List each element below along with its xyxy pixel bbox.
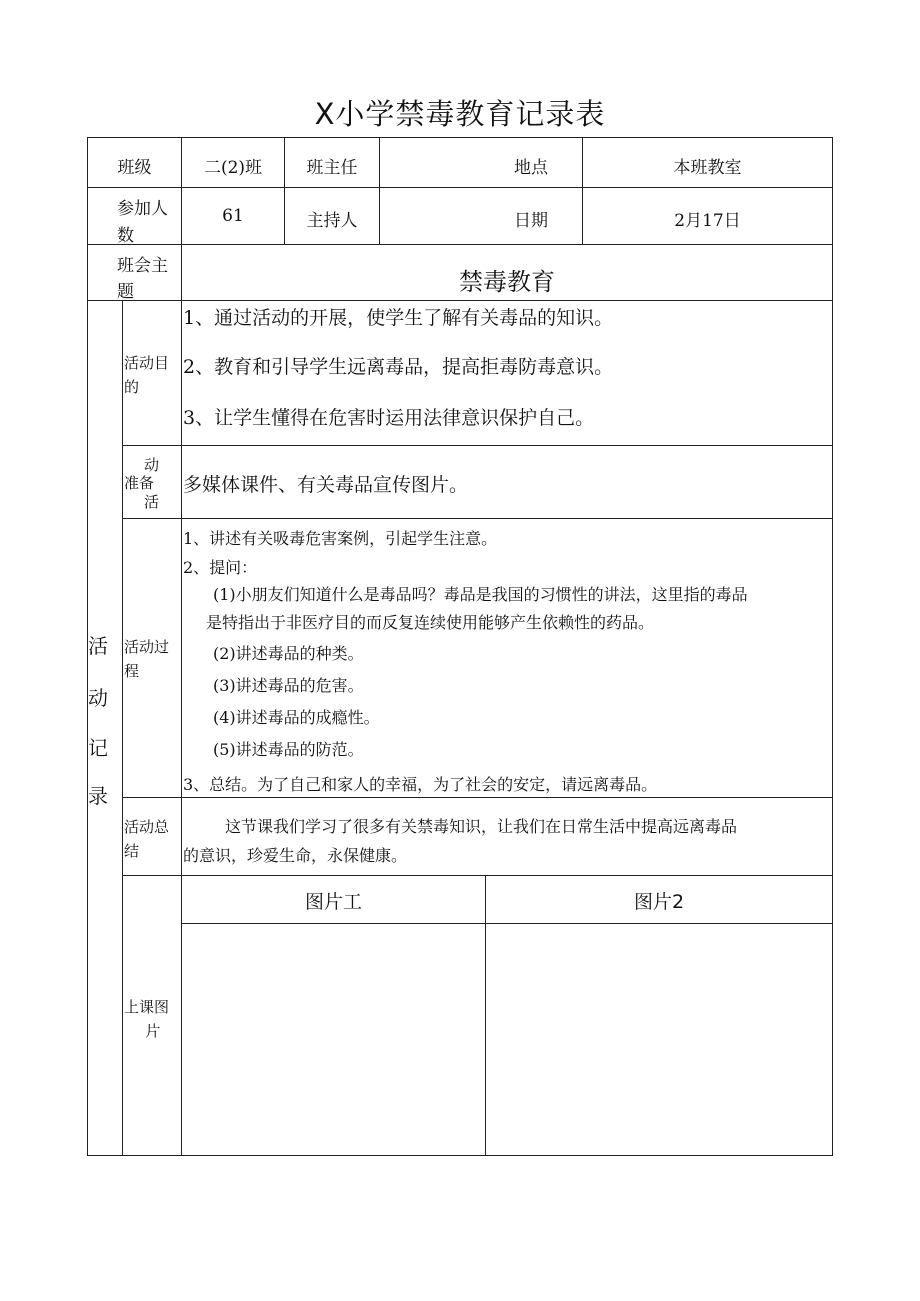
summary-line: 这节课我们学习了很多有关禁毒知识，让我们在日常生活中提高远离毒品: [225, 817, 738, 836]
theme-label-line1: 班会主: [117, 256, 168, 276]
section-label-char: 记: [88, 736, 108, 760]
picture1-header: 图片工: [304, 891, 362, 913]
process-line: (1)小朋友们知道什么是毒品吗？毒品是我国的习惯性的讲法，这里指的毒品: [213, 585, 748, 604]
prep-label-line2: 准备: [124, 474, 155, 492]
date-value: 2月17日: [674, 211, 741, 231]
process-line: (2)讲述毒品的种类。: [213, 644, 364, 663]
theme-value: 禁毒教育: [459, 268, 555, 296]
photos-label-line2: 片: [145, 1022, 161, 1040]
date-label: 日期: [514, 211, 548, 231]
process-line: 1、讲述有关吸毒危害案例，引起学生注意。: [183, 529, 498, 548]
class-value: 二(2)班: [203, 158, 263, 178]
purpose-item: 3、让学生懂得在危害时运用法律意识保护自己。: [183, 407, 595, 429]
process-label-line2: 程: [124, 662, 140, 680]
prep-label-line1: 动: [144, 456, 160, 474]
count-label-line1: 参加人: [117, 199, 168, 219]
section-label-char: 动: [88, 686, 108, 710]
photos-label-line1: 上课图: [124, 998, 170, 1016]
prep-label-line3: 活: [144, 493, 160, 511]
class-label: 班级: [117, 158, 152, 178]
process-line: 3、总结。为了自己和家人的幸福，为了社会的安定，请远离毒品。: [183, 775, 658, 794]
summary-label-line1: 活动总: [124, 818, 170, 836]
page-title: X小学禁毒教育记录表: [314, 97, 606, 131]
process-label-line1: 活动过: [124, 638, 170, 656]
section-label-char: 活: [88, 634, 108, 658]
purpose-label-line2: 的: [124, 378, 140, 396]
purpose-label-line1: 活动目: [124, 354, 170, 372]
process-line: (3)讲述毒品的危害。: [213, 676, 364, 695]
summary-line: 的意识，珍爱生命，永保健康。: [183, 846, 408, 865]
process-line: 2、提问：: [183, 558, 258, 577]
location-label: 地点: [514, 158, 548, 178]
summary-label-line2: 结: [124, 842, 140, 860]
host-label: 主持人: [306, 211, 358, 231]
theme-label-line2: 题: [117, 282, 134, 302]
section-label-char: 录: [88, 784, 108, 808]
picture2-header: 图片2: [633, 891, 685, 913]
picture2-area: [486, 924, 832, 1155]
prep-value: 多媒体课件、有关毒品宣传图片。: [183, 474, 469, 496]
purpose-item: 2、教育和引导学生远离毒品，提高拒毒防毒意识。: [183, 356, 614, 378]
purpose-item: 1、通过活动的开展，使学生了解有关毒品的知识。: [183, 307, 614, 329]
location-value: 本班教室: [673, 158, 742, 178]
count-label-line2: 数: [117, 226, 134, 246]
picture1-area: [182, 924, 485, 1155]
process-line: 是特指出于非医疗目的而反复连续使用能够产生依赖性的药品。: [206, 613, 655, 632]
process-line: (4)讲述毒品的成瘾性。: [213, 708, 380, 727]
count-value: 61: [222, 206, 244, 226]
teacher-label: 班主任: [306, 158, 358, 178]
process-line: (5)讲述毒品的防范。: [213, 740, 364, 759]
